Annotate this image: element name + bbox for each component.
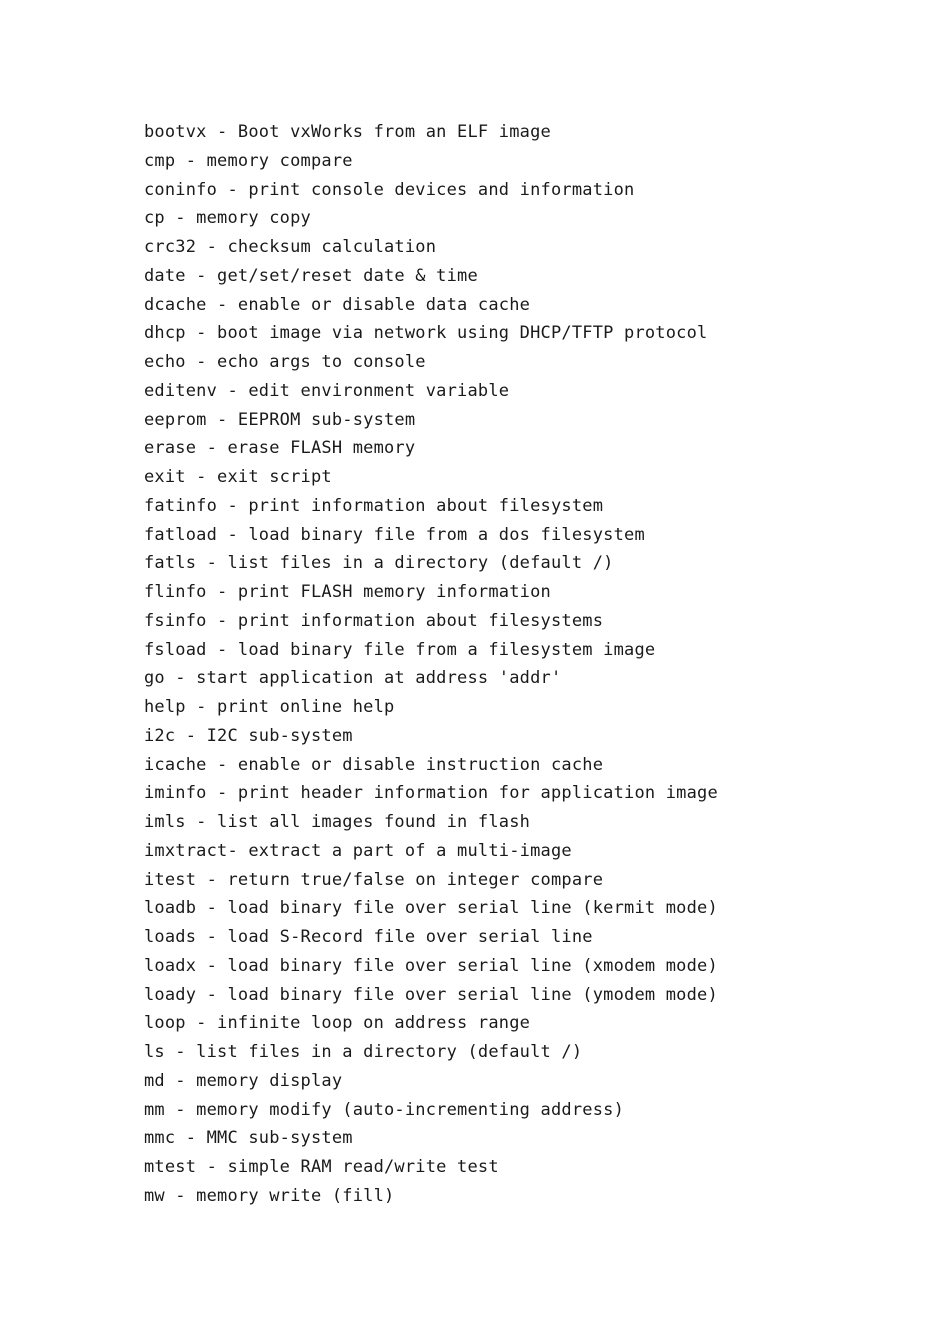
command-line: cmp - memory compare xyxy=(144,150,353,171)
command-line: bootvx - Boot vxWorks from an ELF image xyxy=(144,122,551,142)
command-line: flinfo - print FLASH memory information xyxy=(144,582,551,602)
command-line: itest - return true/false on integer compare xyxy=(144,869,604,890)
command-line: go - start application at address 'addr' xyxy=(144,668,562,689)
command-line: eeprom - EEPROM sub-system xyxy=(144,409,416,430)
command-line: loop - infinite loop on address range xyxy=(144,1013,531,1034)
command-line: cp - memory copy xyxy=(144,208,311,229)
command-line: fsinfo - print information about filesystems xyxy=(144,610,604,631)
command-line: dcache - enable or disable data cache xyxy=(144,294,531,315)
command-line: loadx - load binary file over serial line (xmodem mode) xyxy=(144,955,718,976)
command-line: mw - memory write (fill) xyxy=(144,1185,395,1206)
command-line: editenv - edit environment variable xyxy=(144,380,510,401)
command-line: icache - enable or disable instruction cache xyxy=(144,754,604,775)
command-line: loads - load S-Record file over serial line xyxy=(144,927,593,947)
command-line: imls - list all images found in flash xyxy=(144,812,531,832)
command-line: fsload - load binary file from a filesystem image xyxy=(144,639,656,660)
command-line: exit - exit script xyxy=(144,467,332,487)
command-line: fatinfo - print information about filesystem xyxy=(144,495,604,516)
command-line: echo - echo args to console xyxy=(144,352,426,372)
command-line: mtest - simple RAM read/write test xyxy=(144,1157,499,1177)
command-line: fatls - list files in a directory (default /) xyxy=(144,553,614,574)
command-line: fatload - load binary file from a dos filesystem xyxy=(144,524,645,545)
command-line: erase - erase FLASH memory xyxy=(144,438,416,459)
command-line: iminfo - print header information for application image xyxy=(144,783,718,804)
command-line: i2c - I2C sub-system xyxy=(144,725,353,746)
command-list xyxy=(144,118,718,1211)
command-line: mmc - MMC sub-system xyxy=(144,1128,353,1149)
command-line: date - get/set/reset date & time xyxy=(144,265,478,286)
command-line: loady - load binary file over serial line (ymodem mode) xyxy=(144,984,718,1005)
command-line: crc32 - checksum calculation xyxy=(144,237,437,257)
command-line: imxtract- extract a part of a multi-image xyxy=(144,840,572,861)
command-line: mm - memory modify (auto-incrementing address) xyxy=(144,1099,625,1120)
command-line: md - memory display xyxy=(144,1070,343,1091)
command-line: loadb - load binary file over serial line (kermit mode) xyxy=(144,898,718,919)
command-line: dhcp - boot image via network using DHCP/TFTP protocol xyxy=(144,323,708,344)
command-line: coninfo - print console devices and information xyxy=(144,179,635,200)
command-line: help - print online help xyxy=(144,697,395,717)
command-line: ls - list files in a directory (default /) xyxy=(144,1042,583,1062)
